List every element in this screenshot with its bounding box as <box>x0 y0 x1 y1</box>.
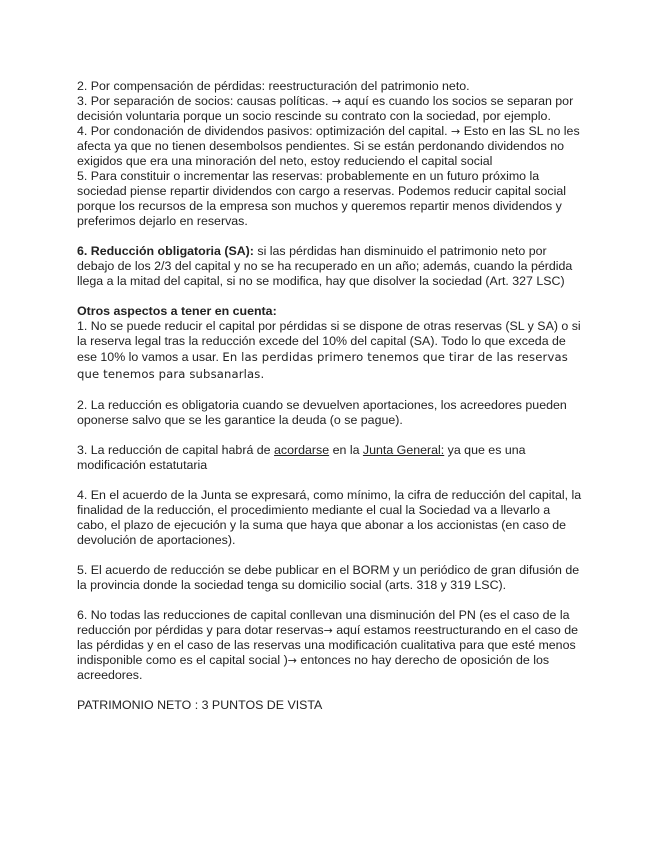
otros-item-6: 6. No todas las reducciones de capital conllevan una disminución del PN (es el caso de la reducción por pérdidas y para dotar reservas→ aquí estamos reestructurando en el caso de las pérdidas y en el caso de las reservas una modificación cualitativa para que esté menos indisponible como es el capital social )→ entonces no hay derecho de oposición de los acreedores. <box>77 608 579 682</box>
footer-heading: PATRIMONIO NETO : 3 PUNTOS DE VISTA <box>77 698 323 712</box>
arrow-icon: → <box>323 624 333 637</box>
list-item-4: 4. Por condonación de dividendos pasivos: optimización del capital. → Esto en las SL no les afecta ya que no tienen desembolsos pendientes. Si se están perdonando dividendos no exigidos que era una minoración del neto, estoy reduciendo el capital social <box>77 124 580 168</box>
list-item-3: 3. Por separación de socios: causas políticas. → aquí es cuando los socios se separan por decisión voluntaria porque un socio rescinde su contrato con la sociedad, por ejemplo. <box>77 94 574 123</box>
arrow-icon: → <box>287 654 297 667</box>
list-item-5: 5. Para constituir o incrementar las reservas: probablemente en un futuro próximo la sociedad piense repartir dividendos con cargo a reservas. Podemos reducir capital social porque los recursos de la empresa son muchos y queremos repartir menos dividendos y preferimos dejarlo en reservas. <box>77 169 567 228</box>
otros-heading: Otros aspectos a tener en cuenta: <box>77 304 277 318</box>
document-page <box>77 79 582 713</box>
otros-item-5: 5. El acuerdo de reducción se debe publicar en el BORM y un periódico de gran difusión de la provincia donde la sociedad tenga su domicilio social (arts. 318 y 319 LSC). <box>77 563 580 592</box>
arrow-icon: → <box>451 125 461 138</box>
underlined-acordarse: acordarse <box>274 443 330 457</box>
otros-item-1: 1. No se puede reducir el capital por pérdidas si se dispone de otras reservas (SL y SA) o si la reserva legal tras la reducción excede del 10% del capital (SA). Todo lo que exceda de ese 10% lo vamos a usar. En las perdidas primero tenemos que tirar de las reservas que tenemos para subsanarlas. <box>77 319 581 381</box>
otros-item-3: 3. La reducción de capital habrá de acordarse en la Junta General: ya que es una modificación estatutaria <box>77 443 526 472</box>
otros-item-2: 2. La reducción es obligatoria cuando se devuelven aportaciones, los acreedores pueden oponerse salvo que se les garantice la deuda (o se pague). <box>77 398 567 427</box>
underlined-junta-general: Junta General: <box>362 443 445 457</box>
section-6-paragraph: 6. Reducción obligatoria (SA): si las pérdidas han disminuido el patrimonio neto por debajo de los 2/3 del capital y no se ha recuperado en un año; además, cuando la pérdida llega a la mitad del capital, si no se modifica, hay que disolver la sociedad (Art. 327 LSC) <box>77 244 573 288</box>
section-6-heading: 6. Reducción obligatoria (SA): <box>77 244 254 258</box>
arrow-icon: → <box>331 95 342 108</box>
list-item-2: 2. Por compensación de pérdidas: reestructuración del patrimonio neto. <box>77 79 470 93</box>
otros-item-4: 4. En el acuerdo de la Junta se expresará, como mínimo, la cifra de reducción del capital, la finalidad de la reducción, el procedimiento mediante el cual la Sociedad va a llevarlo a cabo, el plazo de ejecución y la suma que haya que abonar a los accionistas (en caso de devolución de aportaciones). <box>77 488 582 547</box>
